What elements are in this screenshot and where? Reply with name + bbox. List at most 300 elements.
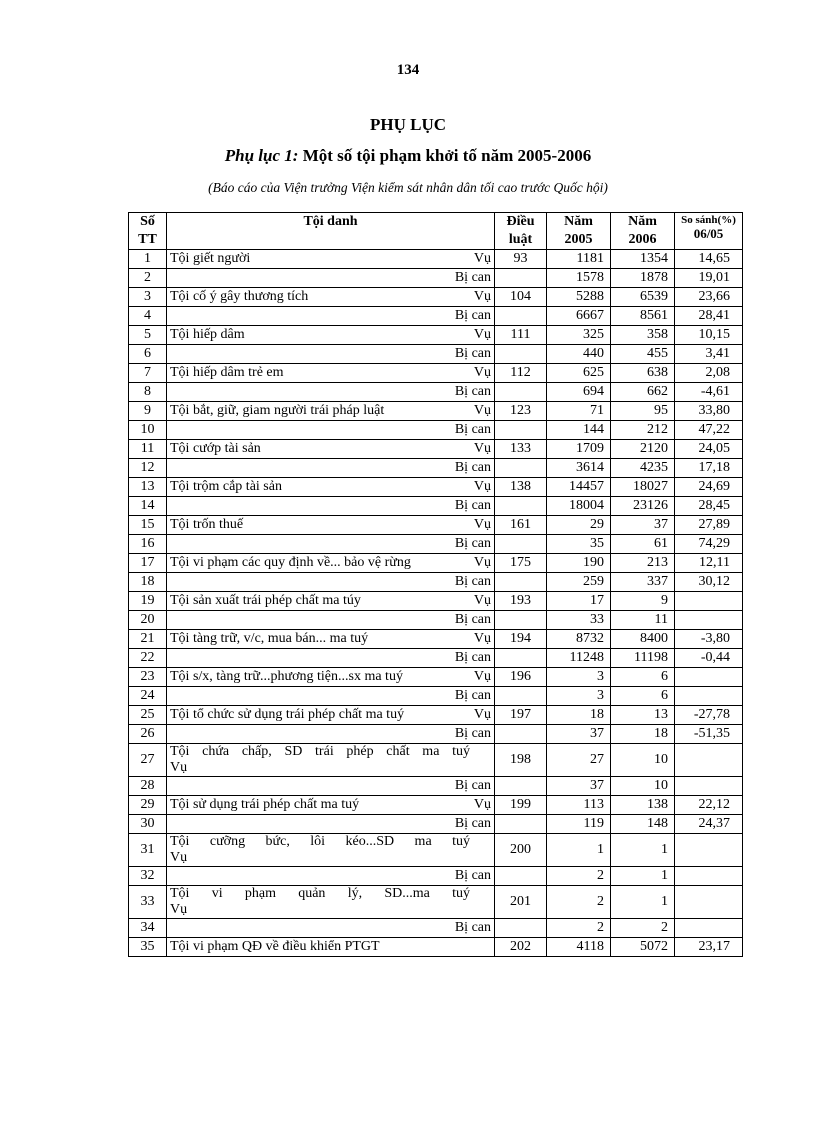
table-row: [129, 497, 743, 516]
crime-name: Tội tổ chức sử dụng trái phép chất ma tuý: [170, 707, 405, 722]
cell-so-sanh: 74,29: [675, 535, 743, 554]
cell-nam-2005: 11248: [547, 649, 611, 668]
cell-dieu-luat: 194: [495, 630, 547, 649]
crime-statistics-table: [128, 212, 743, 957]
header-stt: Số TT: [129, 213, 167, 250]
unit-label: Bị can: [454, 460, 491, 475]
cell-so-sanh: [675, 687, 743, 706]
cell-nam-2005: 14457: [547, 478, 611, 497]
table-row: [129, 364, 743, 383]
crime-name: Tội bắt, giữ, giam người trái pháp luật: [170, 403, 385, 418]
table-row: [129, 345, 743, 364]
table-row: [129, 649, 743, 668]
table-row: [129, 834, 743, 867]
cell-nam-2006: 2120: [611, 440, 675, 459]
cell-nam-2005: 1578: [547, 269, 611, 288]
cell-toi-danh: [167, 364, 495, 383]
cell-dieu-luat: 197: [495, 706, 547, 725]
cell-stt: 32: [129, 867, 167, 886]
cell-toi-danh: [167, 459, 495, 478]
cell-nam-2005: 35: [547, 535, 611, 554]
cell-dieu-luat: [495, 535, 547, 554]
cell-nam-2005: 3: [547, 668, 611, 687]
cell-nam-2006: 37: [611, 516, 675, 535]
cell-nam-2005: 2: [547, 867, 611, 886]
table-row: [129, 706, 743, 725]
table-row: [129, 288, 743, 307]
cell-nam-2005: 3: [547, 687, 611, 706]
table-row: [129, 796, 743, 815]
cell-nam-2005: 27: [547, 744, 611, 777]
cell-nam-2006: 1: [611, 867, 675, 886]
cell-nam-2006: 8400: [611, 630, 675, 649]
table-row: [129, 326, 743, 345]
cell-toi-danh: [167, 402, 495, 421]
cell-so-sanh: [675, 668, 743, 687]
cell-dieu-luat: 175: [495, 554, 547, 573]
cell-toi-danh: [167, 478, 495, 497]
cell-nam-2005: 37: [547, 725, 611, 744]
cell-toi-danh: [167, 630, 495, 649]
crime-name: Tội vi phạm QĐ về điều khiển PTGT: [170, 939, 380, 954]
cell-dieu-luat: 123: [495, 402, 547, 421]
cell-nam-2005: 119: [547, 815, 611, 834]
cell-stt: 16: [129, 535, 167, 554]
header-nam-2006: Năm 2006: [611, 213, 675, 250]
table-row: [129, 478, 743, 497]
source-note: (Báo cáo của Viện trưởng Viện kiểm sát nhân dân tối cao trước Quốc hội): [208, 180, 608, 195]
cell-so-sanh: -27,78: [675, 706, 743, 725]
cell-toi-danh: [167, 535, 495, 554]
cell-toi-danh: [167, 687, 495, 706]
page-number: 134: [396, 62, 420, 78]
cell-toi-danh: [167, 796, 495, 815]
table-row: [129, 516, 743, 535]
header-toi-danh: Tội danh: [167, 213, 495, 250]
unit-label: Vụ: [473, 441, 491, 456]
cell-dieu-luat: [495, 777, 547, 796]
cell-nam-2006: 8561: [611, 307, 675, 326]
cell-dieu-luat: 138: [495, 478, 547, 497]
cell-toi-danh: [167, 867, 495, 886]
unit-label: Vụ: [473, 403, 491, 418]
unit-label: Vụ: [473, 707, 491, 722]
unit-label: Bị can: [454, 422, 491, 437]
cell-toi-danh: [167, 668, 495, 687]
cell-dieu-luat: [495, 611, 547, 630]
cell-nam-2006: 95: [611, 402, 675, 421]
cell-toi-danh: [167, 345, 495, 364]
cell-nam-2005: 2: [547, 886, 611, 919]
cell-nam-2006: 11: [611, 611, 675, 630]
cell-nam-2005: 1709: [547, 440, 611, 459]
cell-nam-2005: 4118: [547, 938, 611, 957]
cell-nam-2006: 13: [611, 706, 675, 725]
subtitle-text: Một số tội phạm khởi tố năm 2005-2006: [298, 146, 592, 165]
cell-stt: 14: [129, 497, 167, 516]
unit-label: Vụ: [473, 517, 491, 532]
cell-nam-2006: 6539: [611, 288, 675, 307]
cell-so-sanh: 3,41: [675, 345, 743, 364]
crime-name: Tội tàng trữ, v/c, mua bán... ma tuý: [170, 631, 369, 646]
cell-dieu-luat: 112: [495, 364, 547, 383]
cell-so-sanh: 2,08: [675, 364, 743, 383]
cell-toi-danh: [167, 725, 495, 744]
cell-dieu-luat: [495, 345, 547, 364]
cell-so-sanh: -51,35: [675, 725, 743, 744]
cell-stt: 4: [129, 307, 167, 326]
cell-nam-2005: 18: [547, 706, 611, 725]
unit-label: Vụ: [473, 555, 491, 570]
crime-name: Tội sử dụng trái phép chất ma tuý: [170, 797, 360, 812]
cell-nam-2006: 662: [611, 383, 675, 402]
cell-nam-2005: 1181: [547, 250, 611, 269]
cell-so-sanh: 28,45: [675, 497, 743, 516]
cell-so-sanh: 22,12: [675, 796, 743, 815]
cell-so-sanh: [675, 592, 743, 611]
cell-nam-2005: 190: [547, 554, 611, 573]
subtitle: [0, 146, 816, 166]
unit-label: Bị can: [454, 726, 491, 741]
cell-nam-2006: 11198: [611, 649, 675, 668]
cell-toi-danh: [167, 919, 495, 938]
crime-name: Tội trộm cắp tài sản: [170, 479, 282, 494]
cell-nam-2006: 10: [611, 777, 675, 796]
crime-name: Tội chứa chấp, SD trái phép chất ma tuý: [170, 744, 470, 759]
cell-toi-danh: [167, 592, 495, 611]
cell-stt: 30: [129, 815, 167, 834]
cell-dieu-luat: [495, 307, 547, 326]
cell-toi-danh: [167, 706, 495, 725]
unit-label: Vụ: [473, 631, 491, 646]
cell-so-sanh: 23,66: [675, 288, 743, 307]
cell-stt: 25: [129, 706, 167, 725]
cell-so-sanh: [675, 744, 743, 777]
cell-stt: 28: [129, 777, 167, 796]
cell-dieu-luat: [495, 573, 547, 592]
cell-dieu-luat: [495, 459, 547, 478]
crime-name: Tội s/x, tàng trữ...phương tiện...sx ma tuý: [170, 669, 403, 684]
cell-nam-2005: 144: [547, 421, 611, 440]
cell-stt: 33: [129, 886, 167, 919]
cell-nam-2006: 2: [611, 919, 675, 938]
cell-stt: 17: [129, 554, 167, 573]
crime-name: Tội giết người: [170, 251, 251, 266]
cell-nam-2006: 212: [611, 421, 675, 440]
cell-so-sanh: [675, 777, 743, 796]
unit-label: Bị can: [454, 574, 491, 589]
cell-toi-danh: [167, 649, 495, 668]
unit-label: Bị can: [454, 384, 491, 399]
cell-nam-2005: 71: [547, 402, 611, 421]
table-row: [129, 554, 743, 573]
cell-nam-2006: 4235: [611, 459, 675, 478]
table-row: [129, 668, 743, 687]
unit-label: Bị can: [454, 498, 491, 513]
cell-stt: 21: [129, 630, 167, 649]
page-title: PHỤ LỤC: [369, 115, 447, 134]
table-row: [129, 592, 743, 611]
cell-stt: 18: [129, 573, 167, 592]
cell-so-sanh: [675, 611, 743, 630]
cell-dieu-luat: [495, 687, 547, 706]
table-row: [129, 250, 743, 269]
subtitle-label: Phụ lục 1:: [224, 146, 299, 165]
table-row: [129, 938, 743, 957]
table-row: [129, 402, 743, 421]
cell-dieu-luat: [495, 497, 547, 516]
cell-stt: 1: [129, 250, 167, 269]
crime-name: Tội hiếp dâm trẻ em: [170, 365, 284, 380]
cell-stt: 35: [129, 938, 167, 957]
cell-toi-danh: [167, 421, 495, 440]
cell-nam-2006: 9: [611, 592, 675, 611]
cell-dieu-luat: [495, 919, 547, 938]
cell-so-sanh: 12,11: [675, 554, 743, 573]
unit-label: Vụ: [170, 902, 188, 917]
cell-toi-danh: [167, 307, 495, 326]
cell-dieu-luat: 200: [495, 834, 547, 867]
cell-dieu-luat: [495, 421, 547, 440]
cell-toi-danh: [167, 744, 495, 777]
cell-nam-2006: 213: [611, 554, 675, 573]
cell-dieu-luat: [495, 815, 547, 834]
cell-dieu-luat: 133: [495, 440, 547, 459]
unit-label: Bị can: [454, 270, 491, 285]
cell-so-sanh: 47,22: [675, 421, 743, 440]
cell-stt: 5: [129, 326, 167, 345]
cell-dieu-luat: 93: [495, 250, 547, 269]
table-row: [129, 725, 743, 744]
cell-stt: 7: [129, 364, 167, 383]
table-row: [129, 815, 743, 834]
cell-nam-2006: 638: [611, 364, 675, 383]
cell-stt: 15: [129, 516, 167, 535]
table-row: [129, 867, 743, 886]
unit-label: Bị can: [454, 536, 491, 551]
cell-stt: 26: [129, 725, 167, 744]
cell-toi-danh: [167, 516, 495, 535]
cell-so-sanh: 27,89: [675, 516, 743, 535]
cell-dieu-luat: 104: [495, 288, 547, 307]
table-row: [129, 383, 743, 402]
table-row: [129, 307, 743, 326]
cell-nam-2005: 113: [547, 796, 611, 815]
cell-nam-2005: 17: [547, 592, 611, 611]
unit-label: Vụ: [473, 251, 491, 266]
cell-toi-danh: [167, 573, 495, 592]
unit-label: Vụ: [170, 850, 188, 865]
cell-toi-danh: [167, 497, 495, 516]
cell-so-sanh: [675, 919, 743, 938]
cell-toi-danh: [167, 269, 495, 288]
table-row: [129, 573, 743, 592]
unit-label: Vụ: [473, 593, 491, 608]
cell-so-sanh: 33,80: [675, 402, 743, 421]
cell-so-sanh: 23,17: [675, 938, 743, 957]
unit-label: Vụ: [170, 760, 188, 775]
crime-name: Tội vi phạm các quy định về... bảo vệ rừng: [170, 555, 411, 570]
cell-stt: 10: [129, 421, 167, 440]
cell-toi-danh: [167, 326, 495, 345]
cell-nam-2005: 3614: [547, 459, 611, 478]
table-row: [129, 269, 743, 288]
cell-nam-2005: 625: [547, 364, 611, 383]
unit-label: Vụ: [473, 365, 491, 380]
cell-nam-2005: 1: [547, 834, 611, 867]
table-row: [129, 886, 743, 919]
table-row: [129, 459, 743, 478]
cell-so-sanh: 10,15: [675, 326, 743, 345]
cell-nam-2005: 259: [547, 573, 611, 592]
unit-label: Bị can: [454, 868, 491, 883]
cell-toi-danh: [167, 938, 495, 957]
cell-so-sanh: -4,61: [675, 383, 743, 402]
cell-stt: 3: [129, 288, 167, 307]
header-nam-2005: Năm 2005: [547, 213, 611, 250]
cell-nam-2006: 61: [611, 535, 675, 554]
table-row: [129, 440, 743, 459]
cell-nam-2006: 6: [611, 687, 675, 706]
unit-label: Bị can: [454, 920, 491, 935]
cell-nam-2005: 325: [547, 326, 611, 345]
cell-dieu-luat: 161: [495, 516, 547, 535]
cell-toi-danh: [167, 250, 495, 269]
cell-dieu-luat: [495, 649, 547, 668]
crime-name: Tội sản xuất trái phép chất ma túy: [170, 593, 361, 608]
crime-name: Tội hiếp dâm: [170, 327, 245, 342]
unit-label: Vụ: [473, 669, 491, 684]
cell-stt: 9: [129, 402, 167, 421]
table-row: [129, 421, 743, 440]
cell-nam-2005: 8732: [547, 630, 611, 649]
cell-stt: 29: [129, 796, 167, 815]
cell-stt: 11: [129, 440, 167, 459]
cell-so-sanh: 17,18: [675, 459, 743, 478]
table-row: [129, 777, 743, 796]
unit-label: Bị can: [454, 778, 491, 793]
cell-nam-2006: 148: [611, 815, 675, 834]
cell-dieu-luat: [495, 725, 547, 744]
cell-stt: 19: [129, 592, 167, 611]
cell-dieu-luat: 199: [495, 796, 547, 815]
crime-name: Tội vi phạm quản lý, SD...ma tuý: [170, 886, 470, 901]
header-dieu-luat: Điều luật: [495, 213, 547, 250]
cell-nam-2005: 33: [547, 611, 611, 630]
unit-label: Bị can: [454, 346, 491, 361]
cell-stt: 24: [129, 687, 167, 706]
cell-toi-danh: [167, 815, 495, 834]
cell-nam-2005: 5288: [547, 288, 611, 307]
cell-toi-danh: [167, 886, 495, 919]
cell-nam-2005: 18004: [547, 497, 611, 516]
cell-so-sanh: 14,65: [675, 250, 743, 269]
cell-toi-danh: [167, 777, 495, 796]
cell-stt: 27: [129, 744, 167, 777]
cell-nam-2005: 6667: [547, 307, 611, 326]
crime-name: Tội cướp tài sản: [170, 441, 261, 456]
cell-toi-danh: [167, 288, 495, 307]
table-row: [129, 744, 743, 777]
cell-so-sanh: [675, 886, 743, 919]
cell-dieu-luat: [495, 269, 547, 288]
table-header-row: [129, 213, 743, 250]
cell-toi-danh: [167, 611, 495, 630]
cell-nam-2006: 1: [611, 886, 675, 919]
cell-toi-danh: [167, 383, 495, 402]
cell-stt: 20: [129, 611, 167, 630]
crime-name: Tội cưỡng bức, lôi kéo...SD ma tuý: [170, 834, 470, 849]
cell-toi-danh: [167, 554, 495, 573]
cell-so-sanh: 24,05: [675, 440, 743, 459]
cell-so-sanh: 24,37: [675, 815, 743, 834]
cell-dieu-luat: 201: [495, 886, 547, 919]
unit-label: Bị can: [454, 688, 491, 703]
unit-label: Vụ: [473, 327, 491, 342]
header-so-sanh: [675, 213, 743, 250]
cell-stt: 23: [129, 668, 167, 687]
cell-nam-2006: 18027: [611, 478, 675, 497]
crime-name: Tội cố ý gây thương tích: [170, 289, 309, 304]
cell-toi-danh: [167, 440, 495, 459]
cell-nam-2006: 138: [611, 796, 675, 815]
crime-name: Tội trốn thuế: [170, 517, 244, 532]
cell-so-sanh: 30,12: [675, 573, 743, 592]
cell-dieu-luat: 111: [495, 326, 547, 345]
cell-so-sanh: -3,80: [675, 630, 743, 649]
cell-dieu-luat: 202: [495, 938, 547, 957]
cell-stt: 2: [129, 269, 167, 288]
unit-label: Vụ: [473, 479, 491, 494]
cell-nam-2005: 2: [547, 919, 611, 938]
cell-nam-2006: 6: [611, 668, 675, 687]
cell-nam-2006: 455: [611, 345, 675, 364]
cell-so-sanh: 24,69: [675, 478, 743, 497]
cell-stt: 12: [129, 459, 167, 478]
cell-dieu-luat: 198: [495, 744, 547, 777]
cell-dieu-luat: 196: [495, 668, 547, 687]
cell-nam-2006: 337: [611, 573, 675, 592]
cell-nam-2006: 5072: [611, 938, 675, 957]
cell-stt: 8: [129, 383, 167, 402]
cell-dieu-luat: [495, 867, 547, 886]
table-row: [129, 919, 743, 938]
cell-nam-2005: 694: [547, 383, 611, 402]
cell-nam-2006: 358: [611, 326, 675, 345]
cell-stt: 34: [129, 919, 167, 938]
cell-nam-2005: 440: [547, 345, 611, 364]
unit-label: Bị can: [454, 816, 491, 831]
header-so-sanh-label: So sánh(%): [681, 214, 736, 226]
cell-toi-danh: [167, 834, 495, 867]
cell-nam-2006: 1: [611, 834, 675, 867]
cell-so-sanh: 19,01: [675, 269, 743, 288]
table-row: [129, 630, 743, 649]
cell-so-sanh: [675, 867, 743, 886]
table-row: [129, 535, 743, 554]
cell-nam-2006: 1878: [611, 269, 675, 288]
cell-so-sanh: [675, 834, 743, 867]
unit-label: Vụ: [473, 289, 491, 304]
header-so-sanh-ratio: 06/05: [693, 226, 724, 241]
cell-so-sanh: 28,41: [675, 307, 743, 326]
table-row: [129, 687, 743, 706]
cell-nam-2005: 29: [547, 516, 611, 535]
cell-nam-2005: 37: [547, 777, 611, 796]
unit-label: Vụ: [473, 797, 491, 812]
cell-nam-2006: 23126: [611, 497, 675, 516]
unit-label: Bị can: [454, 650, 491, 665]
